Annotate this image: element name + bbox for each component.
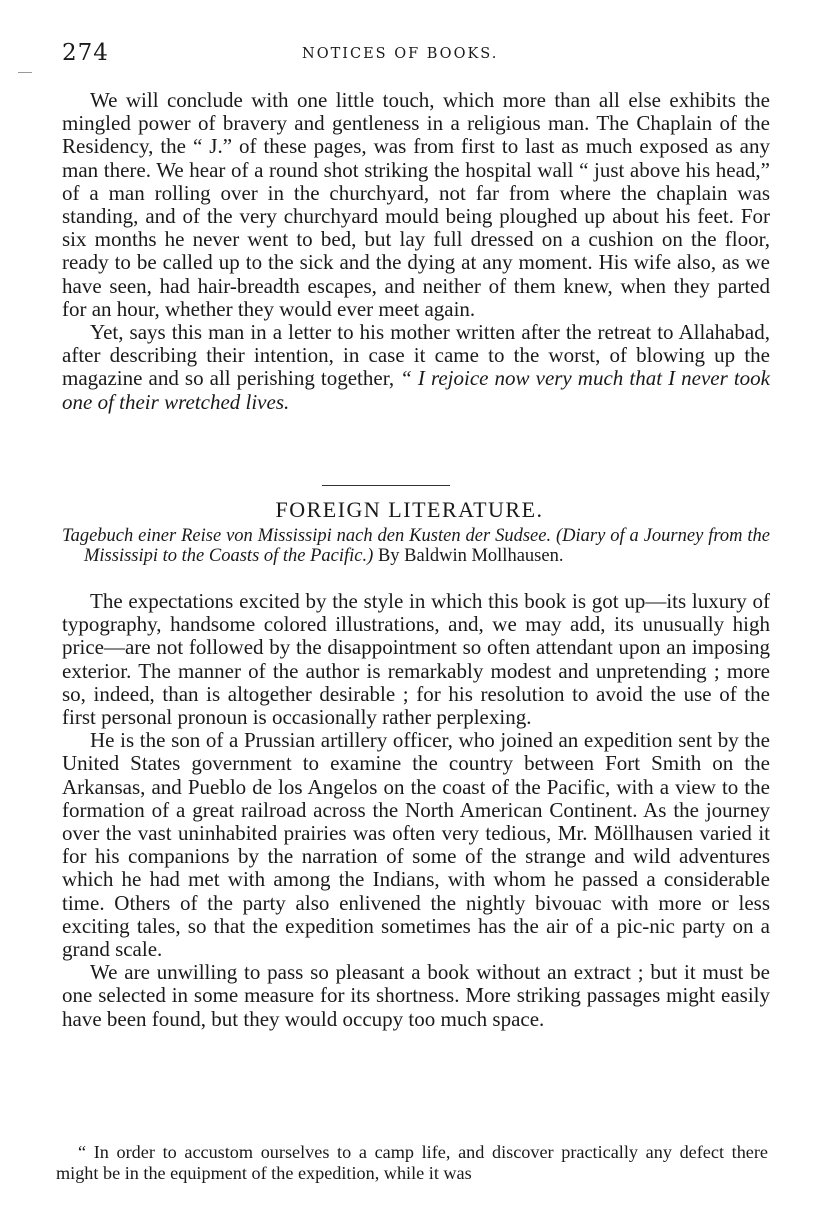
paragraph-extract-intro: We are unwilling to pass so pleasant a book without an extract ; but it must be one selected in some measure for its shortness. More striking passages might easily have been found, but they would occupy too much space. (62, 960, 770, 1031)
section-title: FOREIGN LITERATURE. (275, 497, 544, 522)
review-body (62, 590, 770, 1031)
paragraph-expectations: The expectations excited by the style in which this book is got up—its luxury of typography, handsome colored illustrations, and, we may add, its unusually high price—are not followed by the disappointment so often attendant upon an imposing exterior. The manner of the author is remarkably modest and unpretending ; more so, indeed, than is altogether desirable ; for his resolution to avoid the use of the first personal pronoun is occasionally rather perplexing. (62, 589, 770, 730)
paragraph-allahabad-text: Yet, says this man in a letter to his mother written after the retreat to Allahabad, after describing their intention, in case it came to the worst, of blowing up the magazine and so all perishing together, (62, 320, 770, 391)
paragraph-chaplain: We will conclude with one little touch, which more than all else exhibits the mingled power of bravery and gentleness in a religious man. The Chaplain of the Residency, the “ J.” of these pages, was from first to last as much exposed as any man there. We hear of a round shot striking the hospital wall “ just above his head,” of a man rolling over in the churchyard, not far from where the chaplain was standing, and of the very churchyard mould being ploughed up about his feet. For six months he never went to bed, but lay full dressed on a cushion on the floor, ready to be called up to the sick and the dying at any moment. His wife also, as we have seen, had hair-breadth escapes, and neither of them knew, when they parted for an hour, whether they would ever meet again. (62, 88, 770, 321)
book-title: Tagebuch einer Reise von Mississipi nach den Kusten der Sudsee. (Diary of a Journey from the Mississipi to the Coasts of the Pacific.) (62, 526, 770, 566)
paragraph-allahabad (62, 321, 770, 414)
running-head: NOTICES OF BOOKS. (302, 46, 499, 62)
page-header (62, 40, 771, 70)
by-label: By (377, 545, 400, 566)
closing-paragraphs (62, 89, 770, 414)
review-heading (62, 527, 770, 566)
margin-mark (18, 72, 32, 73)
italic-quote: “ I rejoice now very much that I never took one of their wretched lives. (62, 366, 770, 414)
extract-quote: “ In order to accustom ourselves to a camp life, and discover practically any defect there might be in the equipment of the expedition, while it was (56, 1142, 768, 1183)
section-divider (322, 485, 450, 486)
book-author: Baldwin Mollhausen. (404, 545, 564, 566)
paragraph-author-bio: He is the son of a Prussian artillery officer, who joined an expedition sent by the United States government to examine the country between Fort Smith on the Arkansas, and Pueblo de los Angelos on the coast of the Pacific, with a view to the formation of a great railroad across the North American Continent. As the journey over the vast uninhabited prairies was often very tedious, Mr. Möllhausen varied it for his companions by the narration of some of the strange and wild adventures which he had met with among the Indians, with whom he passed a considerable time. Others of the party also enlivened the nightly bivouac with more or less exciting tales, so that the expedition sometimes has the air of a pic-nic party on a grand scale. (62, 728, 770, 962)
page-number: 274 (62, 40, 109, 66)
